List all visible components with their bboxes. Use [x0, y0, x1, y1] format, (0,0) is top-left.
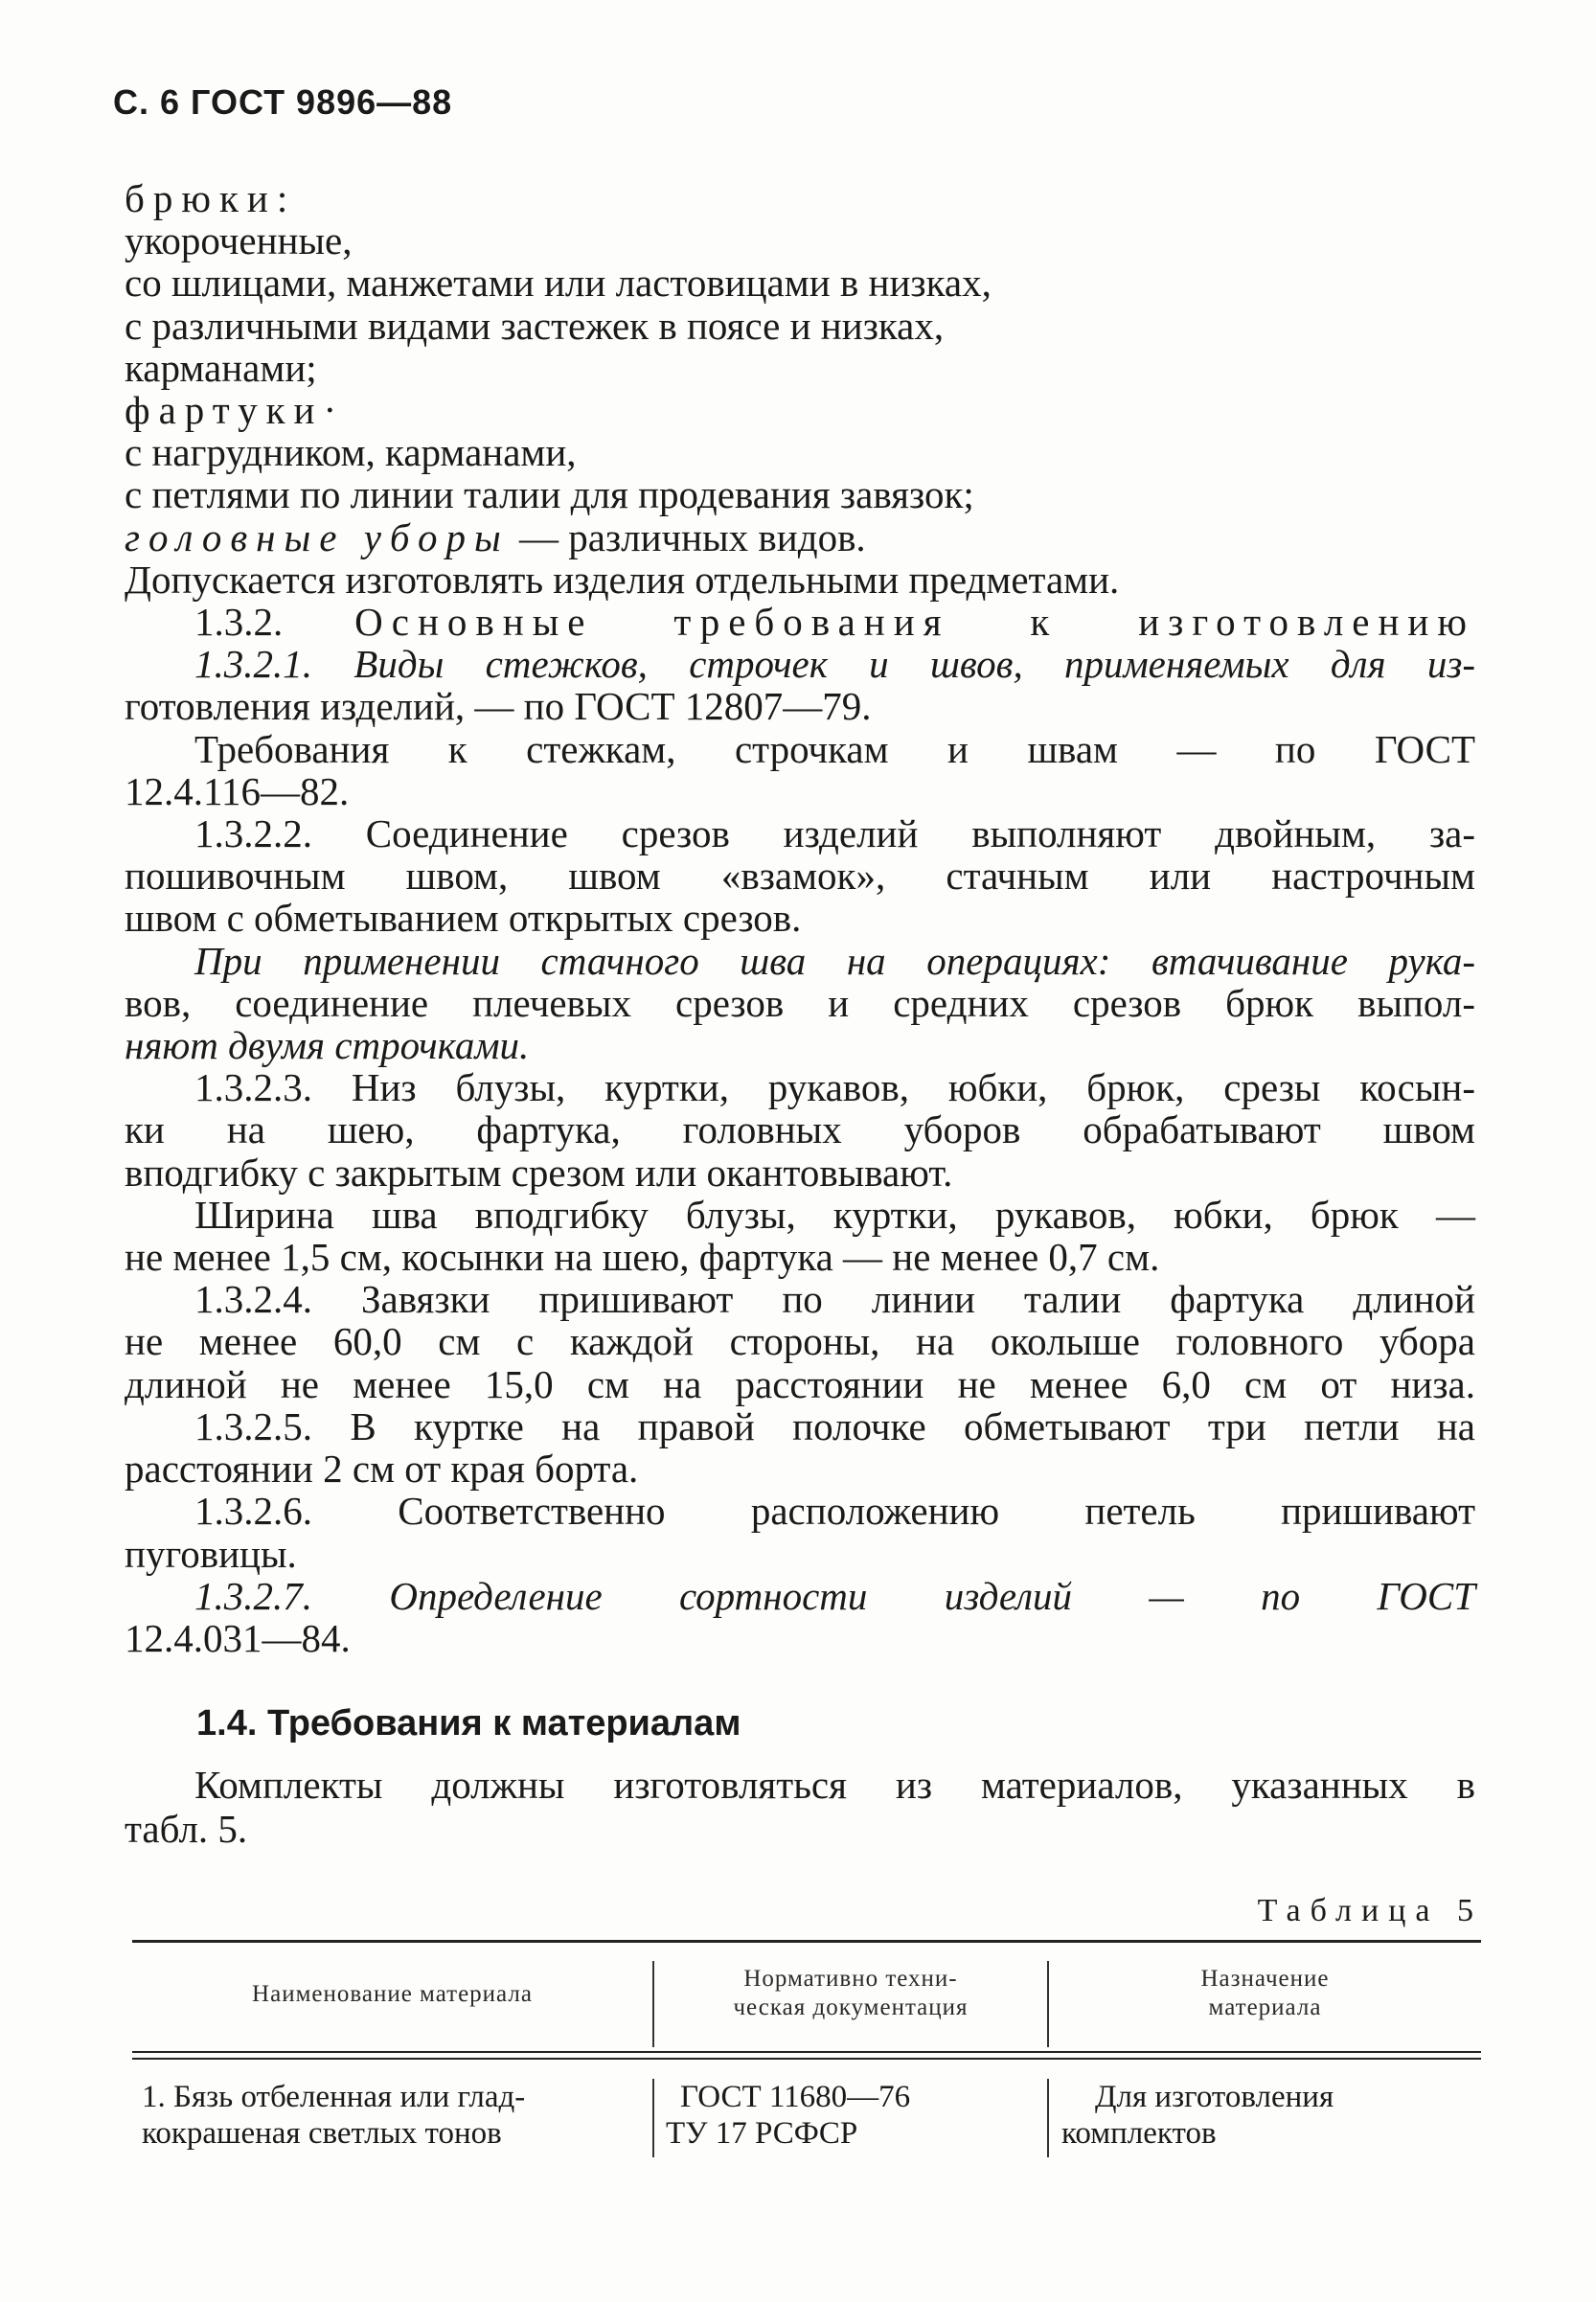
text-line: 1.3.2.3. Низ блузы, куртки, рукавов, юбки, брюк, срезы косын- [194, 1065, 1475, 1110]
text-line: не менее 60,0 см с каждой стороны, на околыше головного убора [125, 1319, 1475, 1364]
text-span: — различных видов. [509, 514, 866, 559]
text-line: пошивочным швом, швом «взамок», стачным или настрочным [125, 854, 1475, 899]
cell-purpose: Для изготовления [1095, 2080, 1334, 2114]
page-header: С. 6 ГОСТ 9896—88 [113, 82, 453, 122]
text-line: укороченные, [125, 218, 353, 263]
text-line: няют двумя строчками. [125, 1023, 530, 1068]
text-line: При применении стачного шва на операциях: втачивание рука- [194, 938, 1475, 983]
text-line: табл. 5. [125, 1807, 248, 1851]
text-line: Требования к стежкам, строчкам и швам — по ГОСТ [194, 726, 1475, 771]
text-line: 12.4.116—82. [125, 768, 350, 813]
text-line: с нагрудником, карманами, [125, 430, 577, 475]
cell-material-name: 1. Бязь отбеленная или глад- [142, 2080, 526, 2114]
column-header-document: Нормативно техни- ческая документация [733, 1966, 969, 2020]
text-line: пуговицы. [125, 1531, 297, 1576]
text-line: 1.3.2.2. Соединение срезов изделий выполняют двойным, за- [194, 811, 1475, 856]
header-rule [132, 2058, 1481, 2060]
spaced-term: головные уборы [125, 514, 510, 559]
column-header-purpose: Назначение материала [1200, 1966, 1330, 2020]
cell-document: ГОСТ 11680—76 [680, 2080, 911, 2114]
document-body [125, 177, 1475, 1659]
text-line: готовления изделий, — по ГОСТ 12807—79. [125, 684, 872, 729]
text-line: Допускается изготовлять изделия отдельными предметами. [125, 557, 1120, 602]
text-line: длиной не менее 15,0 см на расстоянии не менее 6,0 см от низа. [125, 1361, 1475, 1406]
subsection-title: Основные требования к изготовлению [354, 600, 1475, 645]
text-line [125, 516, 1475, 558]
text-line: 1.3.2.7. Определение сортности изделий — по ГОСТ [194, 1573, 1475, 1618]
text-line: карманами; [125, 345, 317, 390]
cell-document: ТУ 17 РСФСР [666, 2116, 858, 2151]
text-line: 1.3.2.6. Соответственно расположению петель пришивают [194, 1489, 1475, 1534]
text-line: Ширина шва вподгибку блузы, куртки, рукавов, юбки, брюк — [194, 1192, 1475, 1237]
text-line: Комплекты должны изготовляться из материалов, указанных в [194, 1763, 1475, 1807]
column-header-name: Наименование материала [252, 1981, 533, 2007]
text-line: швом с обметыванием открытых срезов. [125, 896, 802, 941]
section-body [125, 1763, 1475, 1851]
text-line: брюки: [125, 176, 297, 220]
table-caption: Таблица 5 [1257, 1893, 1483, 1928]
text-line: 1.3.2.1. Виды стежков, строчек и швов, применяемых для из- [194, 642, 1475, 687]
section-heading: 1.4. Требования к материалам [196, 1703, 741, 1744]
text-line: расстоянии 2 см от края борта. [125, 1447, 639, 1492]
text-line: фартуки· [125, 388, 346, 433]
column-divider [1047, 2079, 1049, 2157]
cell-material-name: кокрашеная светлых тонов [142, 2116, 502, 2151]
text-line: вподгибку с закрытым срезом или окантовывают. [125, 1150, 953, 1195]
text-line: не менее 1,5 см, косынки на шею, фартука — не менее 0,7 см. [125, 1235, 1160, 1280]
text-line: 1.3.2.4. Завязки пришивают по линии талии фартука длиной [194, 1277, 1475, 1322]
subsection-heading [125, 601, 1475, 643]
text-line: вов, соединение плечевых срезов и средних срезов брюк выпол- [125, 980, 1475, 1025]
table-top-rule [132, 1940, 1481, 1943]
text-line: со шлицами, манжетами или ластовицами в низках, [125, 261, 992, 306]
text-line: 12.4.031—84. [125, 1615, 351, 1660]
cell-purpose: комплектов [1061, 2116, 1217, 2151]
text-line: с различными видами застежек в поясе и низках, [125, 303, 945, 348]
header-rule [132, 2051, 1481, 2053]
column-divider [652, 2079, 654, 2157]
text-line: с петлями по линии талии для продевания завязок; [125, 472, 974, 517]
subsection-number: 1.3.2. [194, 600, 355, 645]
text-line: ки на шею, фартука, головных уборов обрабатывают швом [125, 1107, 1475, 1152]
text-line: 1.3.2.5. В куртке на правой полочке обметывают три петли на [194, 1403, 1475, 1448]
